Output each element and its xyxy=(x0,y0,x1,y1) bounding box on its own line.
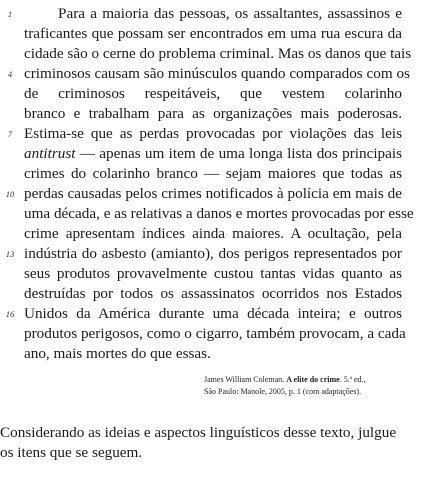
passage-line: destruídas por todos os assassinatos ocorridos nos Estados xyxy=(24,285,402,302)
line-number: 16 xyxy=(5,309,15,319)
passage-line: seus produtos provavelmente custou tantas vidas quanto as xyxy=(24,265,402,282)
passage-line: crime apresentam índices ainda maiores. A ocultação, pela xyxy=(24,225,402,242)
passage-line: Para a maioria das pessoas, os assaltantes, assassinos e xyxy=(58,5,402,22)
passage-line: de criminosos respeitáveis, que vestem colarinho xyxy=(24,85,402,102)
italic-term: antitrust xyxy=(24,145,76,162)
passage-line: uma década, e as relativas a danos e mortes provocadas por esse xyxy=(24,205,414,222)
line-number: 1 xyxy=(7,9,13,19)
passage-line-rest: — apenas um item de uma longa lista dos principais xyxy=(79,145,402,162)
citation-title: A elite do crime xyxy=(286,375,340,384)
line-number: 10 xyxy=(5,189,15,199)
line-number: 13 xyxy=(5,249,15,259)
citation-line-1 xyxy=(204,374,404,386)
passage-line: produtos perigosos, como o cigarro, também provocam, a cada xyxy=(24,325,406,342)
citation-line-2: São Paulo: Manole, 2005, p. 1 (com adaptações). xyxy=(204,387,362,396)
source-citation xyxy=(204,374,404,398)
passage-line: Unidos da América durante uma década inteira; e outros xyxy=(24,305,402,322)
passage-line: Estima-se que as perdas provocadas por violações das leis xyxy=(24,125,402,142)
passage-line: indústria do asbesto (amianto), dos perigos representados por xyxy=(24,245,402,262)
line-number: 7 xyxy=(7,129,13,139)
citation-author: James William Coleman. xyxy=(204,375,285,384)
passage-line: traficantes que possam ser encontrados em uma rua escura da xyxy=(24,25,402,42)
question-prompt: Considerando as ideias e aspectos linguísticos desse texto, julgue os itens que se seguem. xyxy=(0,424,397,461)
passage-line: criminosos causam são minúsculos quando comparados com os xyxy=(24,65,410,82)
citation-details: . 5.ª ed., xyxy=(339,375,366,384)
passage-line: branco e trabalham para as organizações mais poderosas. xyxy=(24,105,402,122)
passage-line: cidade são o cerne do problema criminal. Mas os danos que tais xyxy=(24,45,412,62)
passage-line: ano, mais mortes do que essas. xyxy=(24,345,211,362)
passage-line: perdas causadas pelos crimes notificados à polícia em mais de xyxy=(24,185,402,202)
passage-line: crimes do colarinho branco — sejam maiores que todas as xyxy=(24,165,402,182)
passage-line xyxy=(24,144,402,164)
line-number: 4 xyxy=(7,69,13,79)
